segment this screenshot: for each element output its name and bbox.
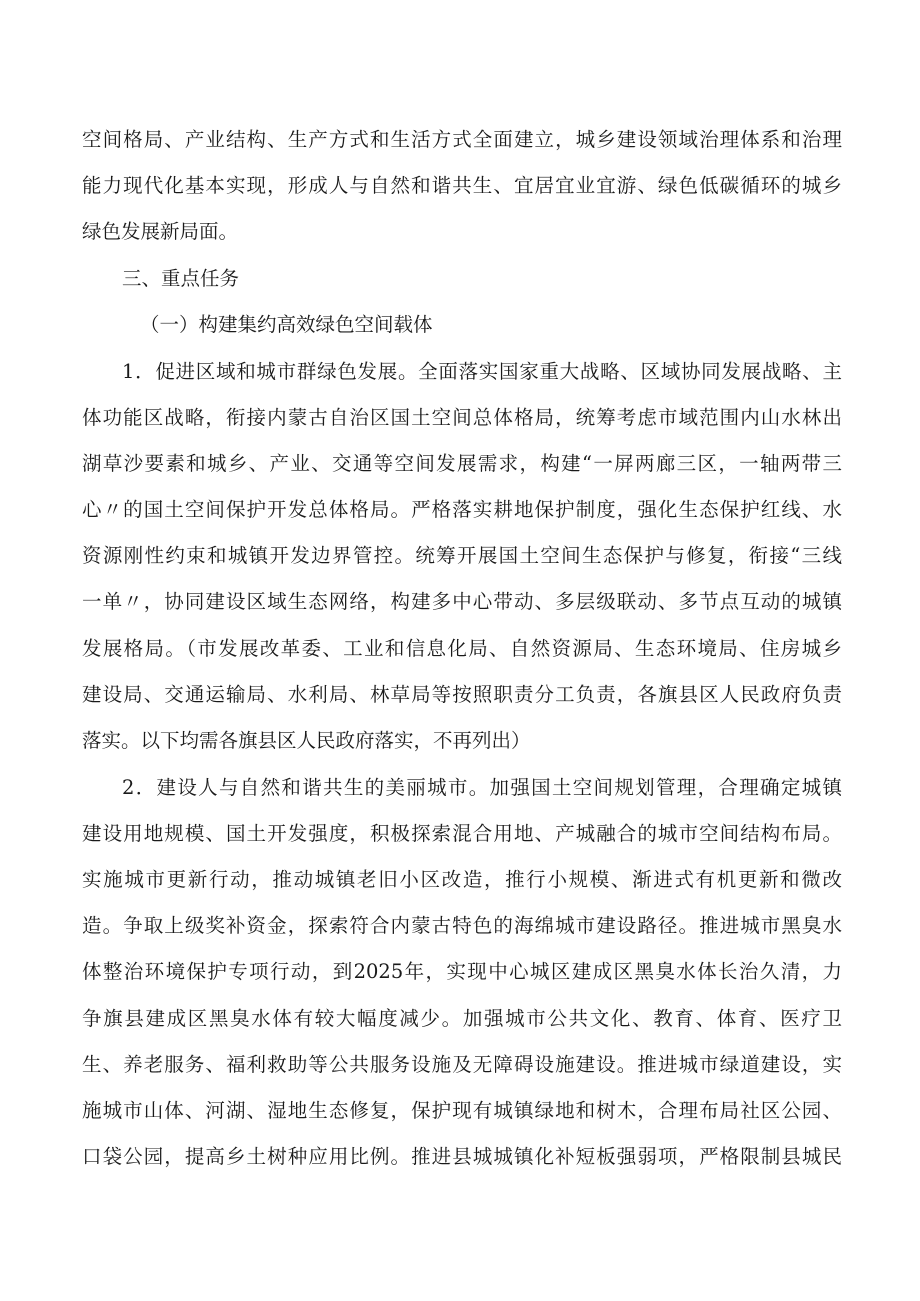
subsection-heading: （一）构建集约高效绿色空间载体	[140, 313, 433, 336]
text-line: 体功能区战略，衔接内蒙古自治区国土空间总体格局，统筹考虑市域范围内山水林出	[82, 406, 842, 429]
text-line: 口袋公园，提高乡土树种应用比例。推进县城城镇化补短板强弱项，严格限制县城民	[82, 1145, 842, 1168]
text-line: 能力现代化基本实现，形成人与自然和谐共生、宜居宜业宜游、绿色低碳循环的城乡	[82, 174, 842, 197]
text-line: 湖草沙要素和城乡、产业、交通等空间发展需求，构建“一屏两廊三区，一轴两带三	[82, 452, 842, 475]
text-line: 建设用地规模、国土开发强度，积极探索混合用地、产城融合的城市空间结构布局。	[82, 822, 842, 845]
text-line: 绿色发展新局面。	[82, 220, 239, 243]
text-line: 施城市山体、河湖、湿地生态修复，保护现有城镇绿地和树木，合理布局社区公园、	[82, 1099, 842, 1122]
text-line: 2．建设人与自然和谐共生的美丽城市。加强国土空间规划管理，合理确定城镇	[122, 776, 842, 799]
section-heading: 三、重点任务	[122, 267, 240, 290]
text-line: 发展格局。（市发展改革委、工业和信息化局、自然资源局、生态环境局、住房城乡	[82, 637, 842, 660]
text-line: 实施城市更新行动，推动城镇老旧小区改造，推行小规模、渐进式有机更新和微改	[82, 868, 842, 891]
text-line: 空间格局、产业结构、生产方式和生活方式全面建立，城乡建设领域治理体系和治理	[82, 128, 842, 151]
text-line: 心〃的国土空间保护开发总体格局。严格落实耕地保护制度，强化生态保护红线、水	[82, 498, 842, 521]
text-line: 争旗县建成区黑臭水体有较大幅度减少。加强城市公共文化、教育、体育、医疗卫	[82, 1007, 842, 1030]
text-line: 一单〃，协同建设区域生态网络，构建多中心带动、多层级联动、多节点互动的城镇	[82, 590, 842, 613]
text-line: 落实。以下均需各旗县区人民政府落实，不再列出）	[82, 729, 531, 752]
text-line: 生、养老服务、福利救助等公共服务设施及无障碍设施建设。推进城市绿道建设，实	[82, 1053, 842, 1076]
text-line: 造。争取上级奖补资金，探索符合内蒙古特色的海绵城市建设路径。推进城市黑臭水	[82, 914, 842, 937]
text-line: 1．促进区域和城市群绿色发展。全面落实国家重大战略、区域协同发展战略、主	[122, 360, 842, 383]
text-line: 建设局、交通运输局、水利局、林草局等按照职责分工负责，各旗县区人民政府负责	[82, 683, 842, 706]
text-line: 体整治环境保护专项行动，到2025年，实现中心城区建成区黑臭水体长治久清，力	[82, 960, 842, 983]
text-line: 资源刚性约束和城镇开发边界管控。统筹开展国土空间生态保护与修复，衔接“三线	[82, 544, 842, 567]
